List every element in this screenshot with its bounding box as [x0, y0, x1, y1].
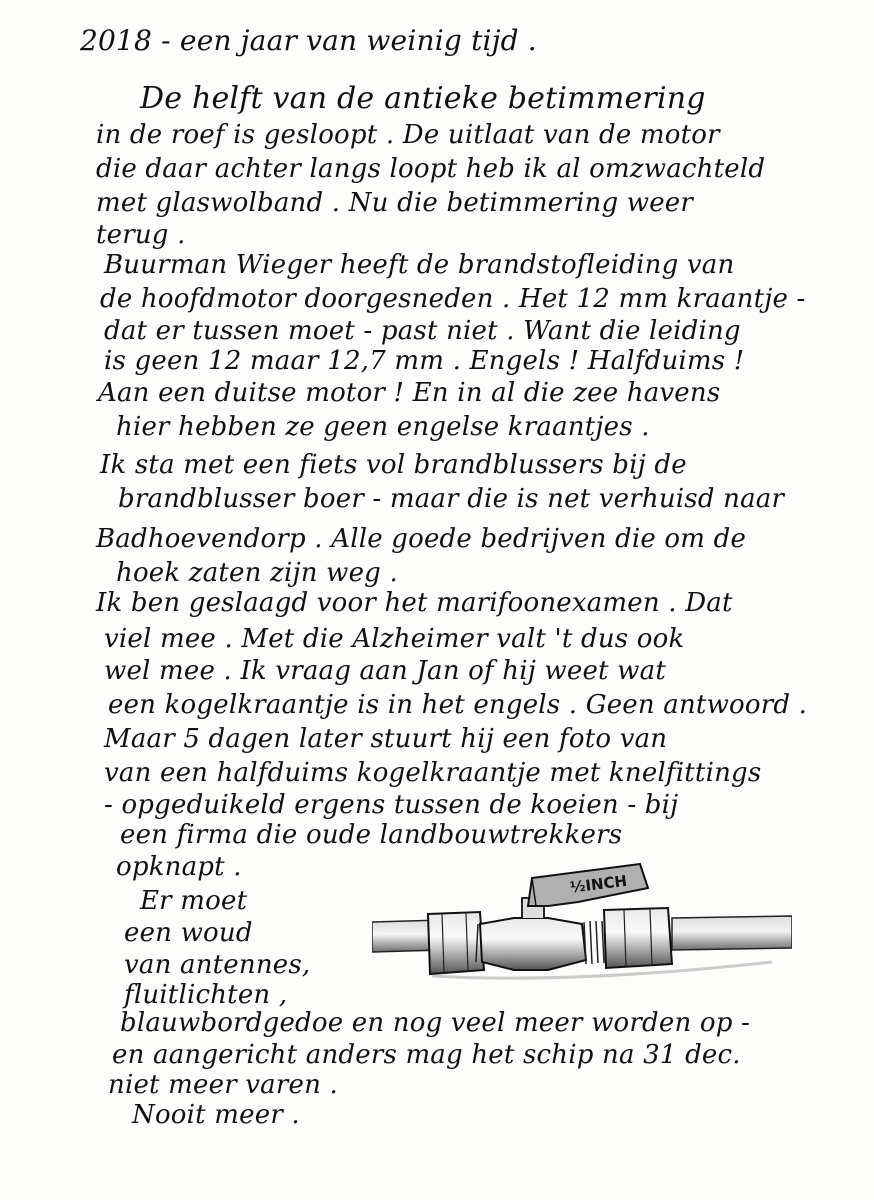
text-line: hier hebben ze geen engelse kraantjes .	[116, 412, 650, 442]
text-line: hoek zaten zijn weg .	[116, 558, 398, 588]
text-line: wel mee . Ik vraag aan Jan of hij weet wat	[104, 656, 666, 686]
text-line: Er moet	[140, 886, 248, 916]
pipe-right	[672, 916, 792, 950]
text-line: een firma die oude landbouwtrekkers	[120, 820, 623, 850]
text-line: Ik ben geslaagd voor het marifoonexamen . Dat	[96, 588, 733, 618]
right-nut	[604, 908, 672, 968]
text-line: Buurman Wieger heeft de brandstofleiding van	[104, 250, 735, 280]
text-line: in de roef is gesloopt . De uitlaat van de motor	[96, 120, 720, 150]
text-line: brandblusser boer - maar die is net verhuisd naar	[118, 484, 785, 514]
valve-label: ½INCH	[568, 871, 628, 897]
text-line: Ik sta met een fiets vol brandblussers bij de	[100, 450, 687, 480]
valve-sketch	[372, 852, 792, 992]
text-line: met glaswolband . Nu die betimmering weer	[96, 188, 694, 218]
text-line: is geen 12 maar 12,7 mm . Engels ! Halfduims !	[104, 346, 745, 376]
text-line: niet meer varen .	[108, 1070, 338, 1100]
text-line: De helft van de antieke betimmering	[140, 81, 706, 116]
text-line: die daar achter langs loopt heb ik al omzwachteld	[96, 154, 766, 184]
text-line: blauwbordgedoe en nog veel meer worden op -	[120, 1008, 750, 1038]
text-line: en aangericht anders mag het schip na 31 dec.	[112, 1040, 741, 1070]
text-line: van een halfduims kogelkraantje met knelfittings	[104, 758, 762, 788]
text-line: een woud	[124, 918, 253, 948]
ball-valve-illustration	[372, 852, 792, 992]
text-line: Nooit meer .	[132, 1100, 300, 1130]
text-line: Maar 5 dagen later stuurt hij een foto van	[104, 724, 668, 754]
left-nut	[428, 912, 484, 974]
text-line: opknapt .	[116, 852, 242, 882]
text-line: Badhoevendorp . Alle goede bedrijven die om de	[96, 524, 747, 554]
text-line: de hoofdmotor doorgesneden . Het 12 mm kraantje -	[100, 284, 806, 314]
text-line: terug .	[96, 220, 186, 250]
text-line: fluitlichten ,	[124, 980, 288, 1010]
text-line: viel mee . Met die Alzheimer valt 't dus ook	[104, 624, 685, 654]
text-line: Aan een duitse motor ! En in al die zee havens	[98, 378, 721, 408]
text-line: - opgeduikeld ergens tussen de koeien - bij	[104, 790, 679, 820]
text-line: een kogelkraantje is in het engels . Geen antwoord .	[108, 690, 808, 720]
text-line: dat er tussen moet - past niet . Want die leiding	[104, 316, 741, 346]
valve-body	[480, 918, 586, 970]
text-line: van antennes,	[124, 950, 311, 980]
page-title: 2018 - een jaar van weinig tijd .	[80, 24, 537, 57]
